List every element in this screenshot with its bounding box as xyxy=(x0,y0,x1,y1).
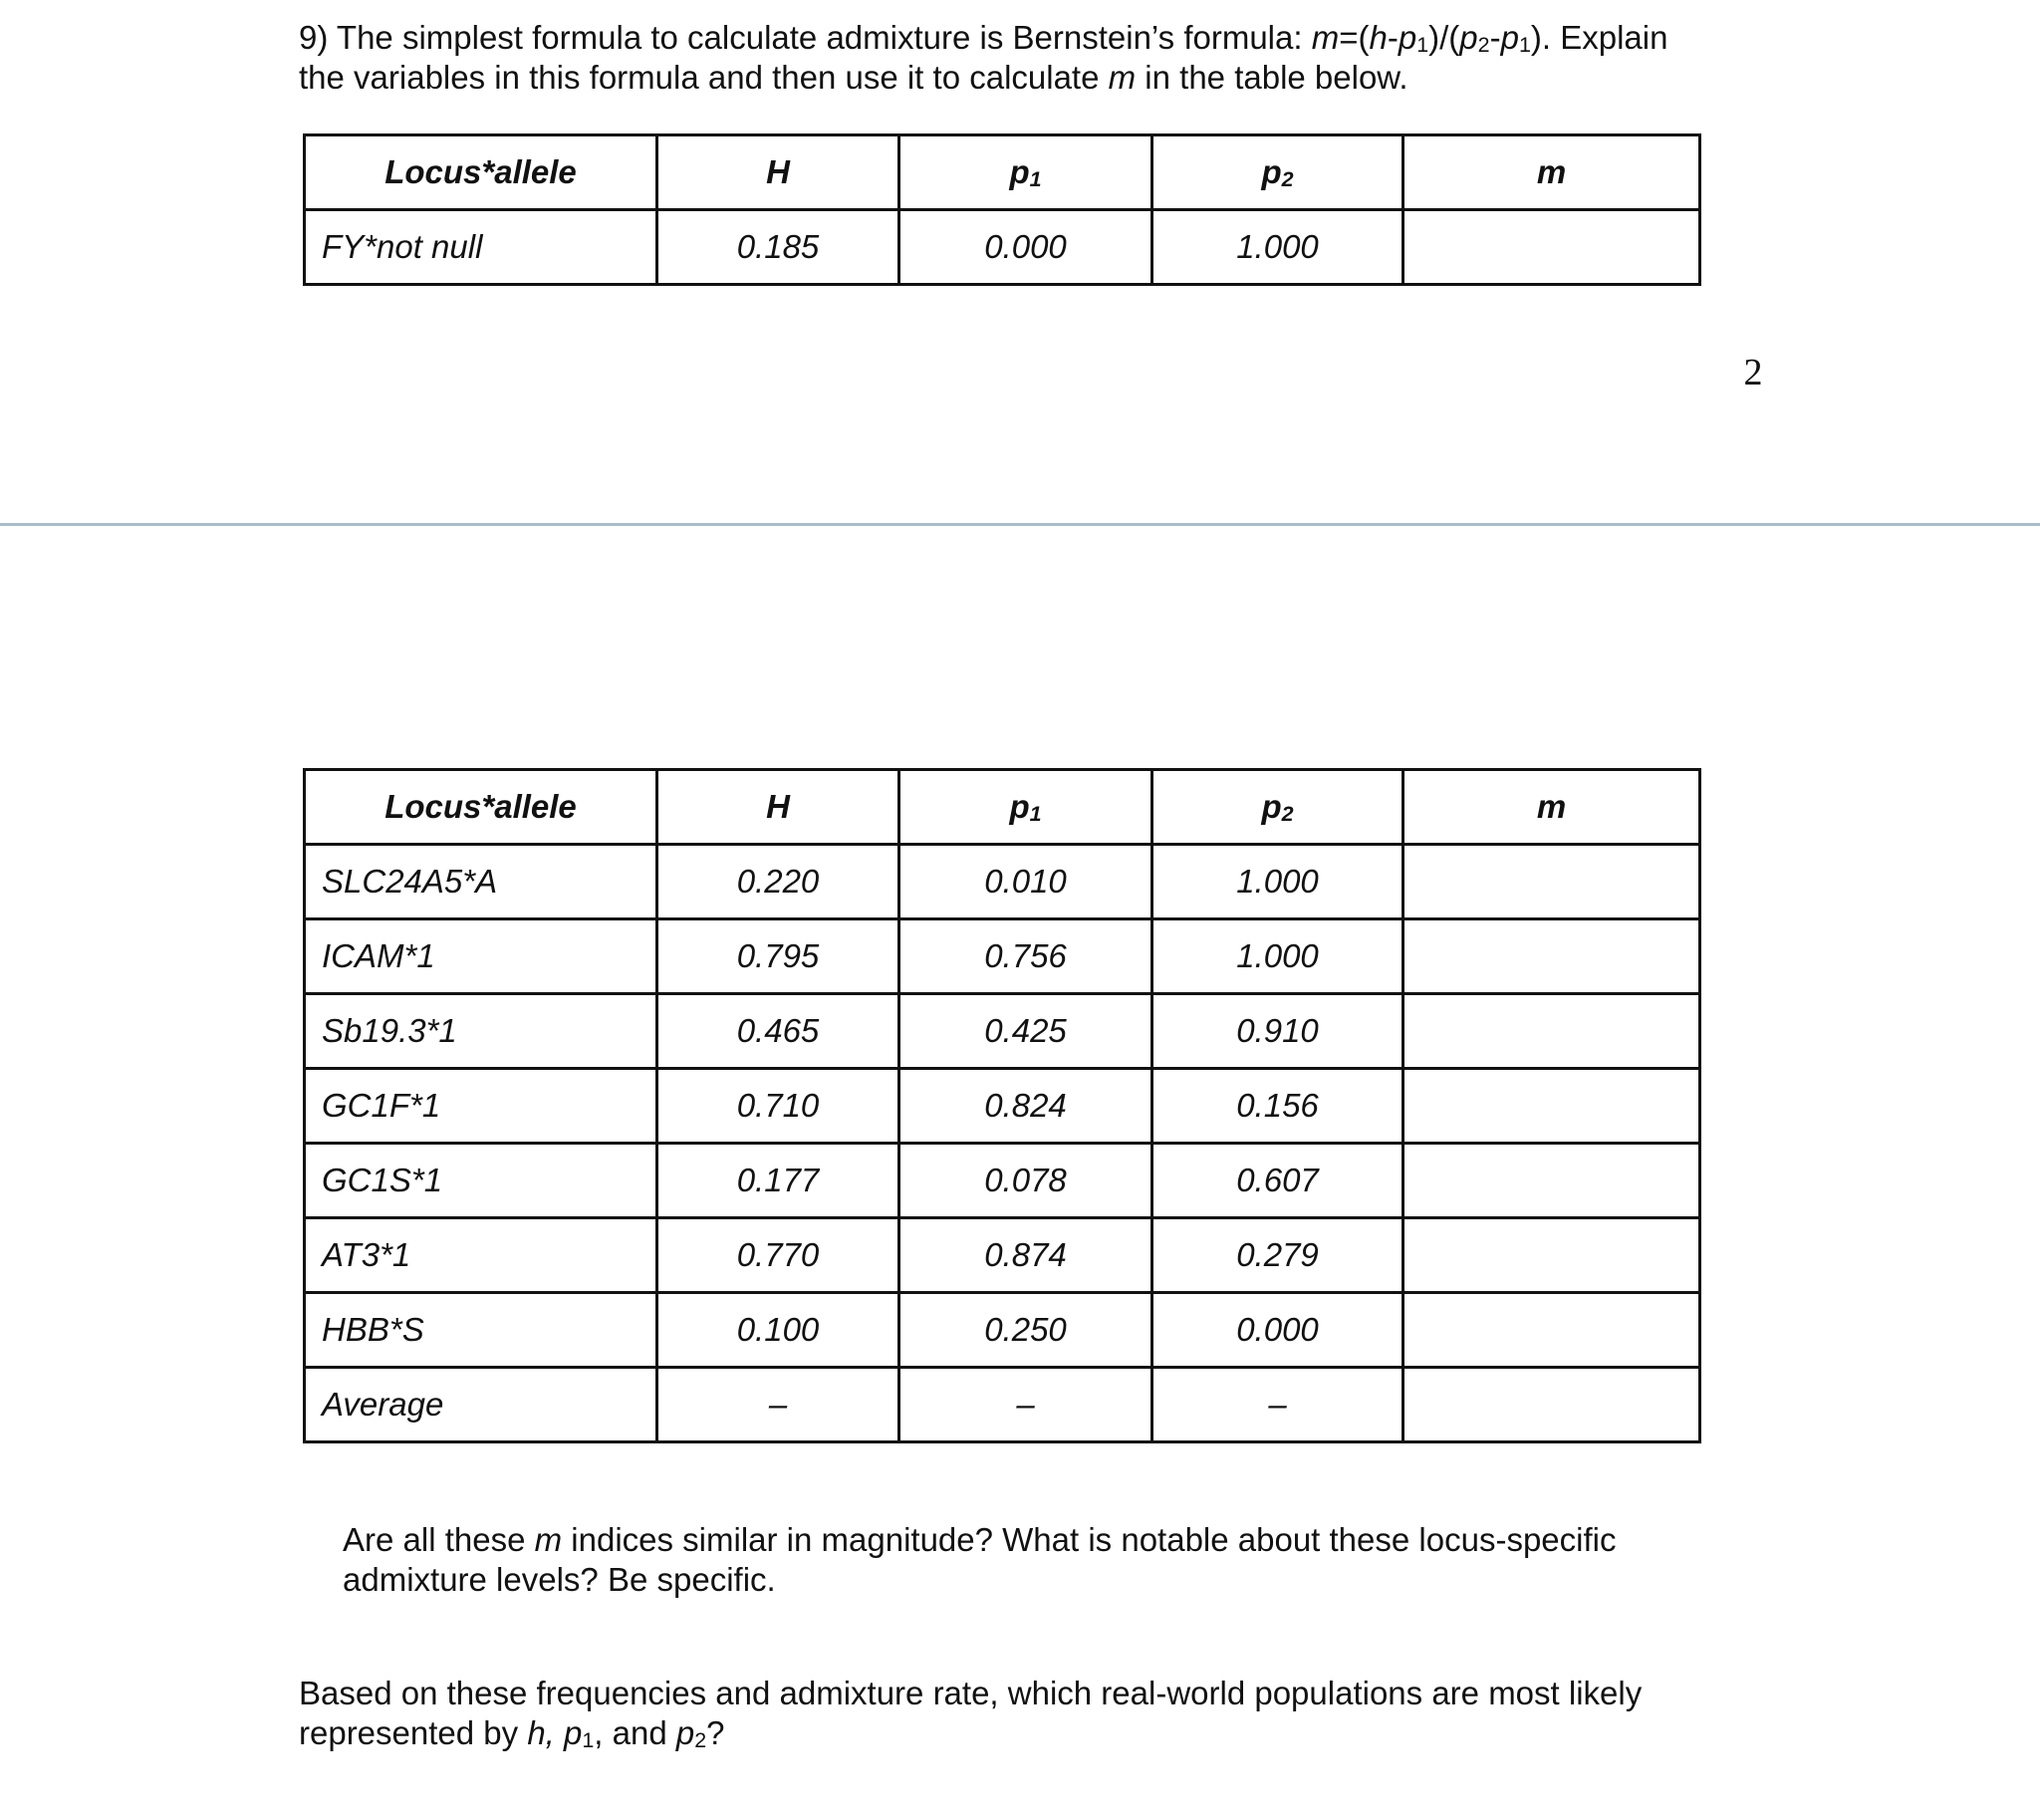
header-p2 xyxy=(1152,135,1403,210)
cell-locus: Average xyxy=(305,1368,657,1442)
cell-h: 0.465 xyxy=(657,994,899,1069)
table-row-average xyxy=(305,1368,1700,1442)
formula-subscript: 1 xyxy=(1518,33,1531,58)
cell-locus: HBB*S xyxy=(305,1293,657,1368)
formula-op: )/( xyxy=(1428,19,1460,56)
table-row xyxy=(305,1069,1700,1144)
header-p2-subscript: 2 xyxy=(1281,802,1294,827)
header-p1 xyxy=(899,770,1152,845)
question-text-part: in the table below. xyxy=(1136,59,1408,96)
formula-var: m xyxy=(1311,19,1340,56)
page-break-divider xyxy=(0,523,2040,526)
cell-p1: 0.010 xyxy=(899,845,1152,919)
cell-locus: AT3*1 xyxy=(305,1218,657,1293)
formula-var: m xyxy=(534,1521,563,1558)
header-p2 xyxy=(1152,770,1403,845)
cell-p2: – xyxy=(1152,1368,1403,1442)
cell-p1: 0.756 xyxy=(899,919,1152,994)
cell-locus: GC1F*1 xyxy=(305,1069,657,1144)
cell-m-answer[interactable] xyxy=(1403,994,1700,1069)
cell-h: 0.220 xyxy=(657,845,899,919)
followup-question xyxy=(343,1520,1737,1600)
cell-m-answer[interactable] xyxy=(1403,1368,1700,1442)
formula-op: =( xyxy=(1339,19,1370,56)
header-locus: Locus*allele xyxy=(305,770,657,845)
cell-locus: FY*not null xyxy=(305,210,657,285)
header-m: m xyxy=(1403,770,1700,845)
cell-m-answer[interactable] xyxy=(1403,1069,1700,1144)
header-p1 xyxy=(899,135,1152,210)
formula-subscript: 2 xyxy=(1477,33,1490,58)
table-row xyxy=(305,210,1700,285)
cell-p2: 0.000 xyxy=(1152,1293,1403,1368)
header-p2-var: p xyxy=(1261,153,1282,190)
header-p2-subscript: 2 xyxy=(1281,167,1294,192)
cell-p2: 1.000 xyxy=(1152,845,1403,919)
cell-h: – xyxy=(657,1368,899,1442)
formula-var: p xyxy=(675,1714,695,1751)
question-text-part: , and xyxy=(594,1714,676,1751)
header-p1-subscript: 1 xyxy=(1029,167,1042,192)
header-p1-var: p xyxy=(1009,153,1030,190)
admixture-table-loci xyxy=(303,768,1701,1443)
table-row xyxy=(305,994,1700,1069)
table-row xyxy=(305,1293,1700,1368)
cell-h: 0.185 xyxy=(657,210,899,285)
page-number: 2 xyxy=(1743,352,1763,393)
cell-m-answer[interactable] xyxy=(1403,1144,1700,1218)
cell-p1: 0.078 xyxy=(899,1144,1152,1218)
cell-p1: 0.824 xyxy=(899,1069,1152,1144)
cell-p2: 1.000 xyxy=(1152,919,1403,994)
header-h: H xyxy=(657,135,899,210)
formula-op: - xyxy=(1489,19,1501,56)
formula-var: h xyxy=(1369,19,1388,56)
cell-p2: 0.156 xyxy=(1152,1069,1403,1144)
question-text-part: ). Explain xyxy=(1530,19,1668,56)
admixture-table-fy xyxy=(303,133,1701,286)
question-text-part: Based on these frequencies and admixture rate, which real-world populations are most likely represented by xyxy=(299,1675,1643,1751)
formula-var: m xyxy=(1108,59,1137,96)
question-text-part: ? xyxy=(706,1714,725,1751)
cell-locus: Sb19.3*1 xyxy=(305,994,657,1069)
header-p1-subscript: 1 xyxy=(1029,802,1042,827)
table-row xyxy=(305,845,1700,919)
header-locus: Locus*allele xyxy=(305,135,657,210)
question-text-part: indices similar in magnitude? What is notable about these locus-specific admixture levels? Be specific. xyxy=(343,1521,1617,1598)
cell-m-answer[interactable] xyxy=(1403,210,1700,285)
formula-var: p xyxy=(1500,19,1519,56)
formula-subscript: 1 xyxy=(582,1728,595,1753)
header-p2-var: p xyxy=(1261,788,1282,825)
formula-subscript: 1 xyxy=(1416,33,1429,58)
cell-p1: – xyxy=(899,1368,1152,1442)
cell-p2: 0.910 xyxy=(1152,994,1403,1069)
table-header-row xyxy=(305,770,1700,845)
cell-h: 0.795 xyxy=(657,919,899,994)
cell-p2: 0.607 xyxy=(1152,1144,1403,1218)
question-9-text xyxy=(299,18,1753,98)
formula-var: h, p xyxy=(527,1714,583,1751)
cell-locus: ICAM*1 xyxy=(305,919,657,994)
cell-p1: 0.874 xyxy=(899,1218,1152,1293)
cell-locus: GC1S*1 xyxy=(305,1144,657,1218)
cell-h: 0.100 xyxy=(657,1293,899,1368)
cell-m-answer[interactable] xyxy=(1403,919,1700,994)
table-row xyxy=(305,1144,1700,1218)
cell-m-answer[interactable] xyxy=(1403,845,1700,919)
cell-h: 0.770 xyxy=(657,1218,899,1293)
cell-p1: 0.250 xyxy=(899,1293,1152,1368)
header-h: H xyxy=(657,770,899,845)
table-row xyxy=(305,919,1700,994)
cell-locus: SLC24A5*A xyxy=(305,845,657,919)
header-p1-var: p xyxy=(1009,788,1030,825)
formula-subscript: 2 xyxy=(694,1728,707,1753)
formula-var: p xyxy=(1459,19,1478,56)
populations-question xyxy=(299,1674,1753,1753)
cell-m-answer[interactable] xyxy=(1403,1218,1700,1293)
header-m: m xyxy=(1403,135,1700,210)
cell-h: 0.177 xyxy=(657,1144,899,1218)
cell-p1: 0.000 xyxy=(899,210,1152,285)
table-row xyxy=(305,1218,1700,1293)
formula-var: p xyxy=(1398,19,1417,56)
question-text-part: the variables in this formula and then use it to calculate xyxy=(299,59,1109,96)
question-text-part: 9) The simplest formula to calculate admixture is Bernstein’s formula: xyxy=(299,19,1312,56)
cell-h: 0.710 xyxy=(657,1069,899,1144)
cell-p1: 0.425 xyxy=(899,994,1152,1069)
question-text-part: Are all these xyxy=(343,1521,535,1558)
cell-p2: 1.000 xyxy=(1152,210,1403,285)
table-header-row xyxy=(305,135,1700,210)
formula-op: - xyxy=(1387,19,1399,56)
cell-m-answer[interactable] xyxy=(1403,1293,1700,1368)
cell-p2: 0.279 xyxy=(1152,1218,1403,1293)
